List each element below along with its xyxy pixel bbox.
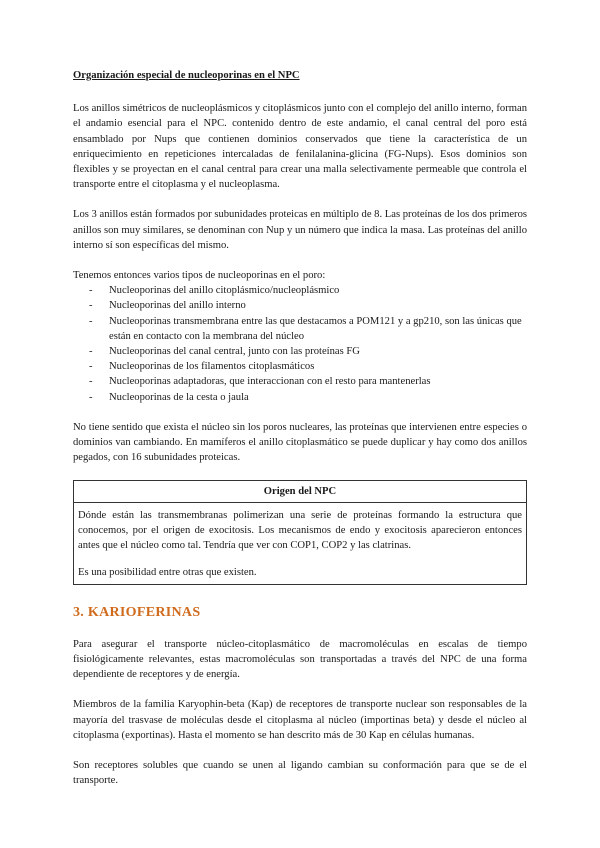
paragraph-rings: Los 3 anillos están formados por subunidades proteicas en múltiplo de 8. Las proteínas de los dos primeros anillos son muy similares, se denominan con Nup y un número que indica la masa. Las proteínas del anillo interno sí son específicas del mismo.: [73, 209, 527, 251]
origin-box-body: [74, 503, 526, 585]
list-item: - Nucleoporinas adaptadoras, que interaccionan con el resto para mantenerlas: [73, 374, 527, 389]
paragraph-species: No tiene sentido que exista el núcleo sin los poros nucleares, las proteínas que intervienen entre especies o dominios van cambiando. En mamíferos el anillo citoplasmático se puede duplicar y hay como dos anillos pegados, con 16 subunidades proteicas.: [73, 421, 527, 464]
paragraph-scaffold: Los anillos simétricos de nucleoplásmicos y citoplásmicos junto con el complejo del anillo interno, forman el andamio esencial para el NPC. contenido dentro de este andamio, el canal central del poro está ensamblado por Nups que contienen dominios conservados que tiene la característica de un enriquecimiento en repeticiones intercaladas de fenilalanina-glicina (FG-Nups). Esos dominios son flexibles y se proyectan en el canal central para crear una malla selectivamente permeable que controla el transporte entre el citoplasma y el nucleoplasma.: [73, 103, 527, 191]
origin-box: [73, 480, 527, 585]
karioferinas-heading: 3. KARIOFERINAS: [73, 605, 201, 621]
paragraph-transport: Para asegurar el transporte núcleo-citoplasmático de macromoléculas en escalas de tiempo fisiológicamente relevantes, estas macromoléculas son transportadas a través del NPC de una forma dependiente de receptores y de energía.: [73, 638, 527, 681]
origin-box-title: Origen del NPC: [74, 481, 526, 502]
list-item: - Nucleoporinas del anillo interno: [73, 298, 527, 313]
nucleoporin-list: [73, 283, 527, 405]
list-item: - Nucleoporinas del anillo citoplásmico/nucleoplásmico: [73, 283, 527, 298]
paragraph-receptors: Son receptores solubles que cuando se unen al ligando cambian su conformación para que se de el transporte.: [73, 759, 527, 787]
list-item: - Nucleoporinas del canal central, junto con las proteínas FG: [73, 344, 527, 359]
origin-box-paragraph: Dónde están las transmembranas polimerizan una serie de proteínas formando la estructura que conocemos, por el origen de exocitosis. Los mecanismos de endo y exocitosis aparecieron entonces antes que el núcleo como tal. Tendría que ver con COP1, COP2 y las clatrinas.: [78, 509, 522, 552]
list-item: - Nucleoporinas de la cesta o jaula: [73, 390, 527, 405]
origin-box-note: Es una posibilidad entre otras que existen.: [78, 567, 257, 579]
list-item: - Nucleoporinas de los filamentos citoplasmáticos: [73, 359, 527, 374]
document-page: [73, 68, 527, 803]
paragraph-kap-family: Miembros de la familia Karyophin-beta (Kap) de receptores de transporte nuclear son responsables de la mayoría del trasvase de moléculas desde el citoplasma al núcleo (importinas beta) y desde el núcleo al citoplasma (exportinas). Hasta el momento se han descrito más de 30 Kap en células humanas.: [73, 699, 527, 741]
list-item: - Nucleoporinas transmembrana entre las que destacamos a POM121 y a gp210, son las únicas que están en contacto con la membrana del núcleo: [73, 314, 527, 344]
list-intro: Tenemos entonces varios tipos de nucleoporinas en el poro:: [73, 270, 326, 282]
section-title: Organización especial de nucleoporinas en el NPC: [73, 70, 300, 81]
